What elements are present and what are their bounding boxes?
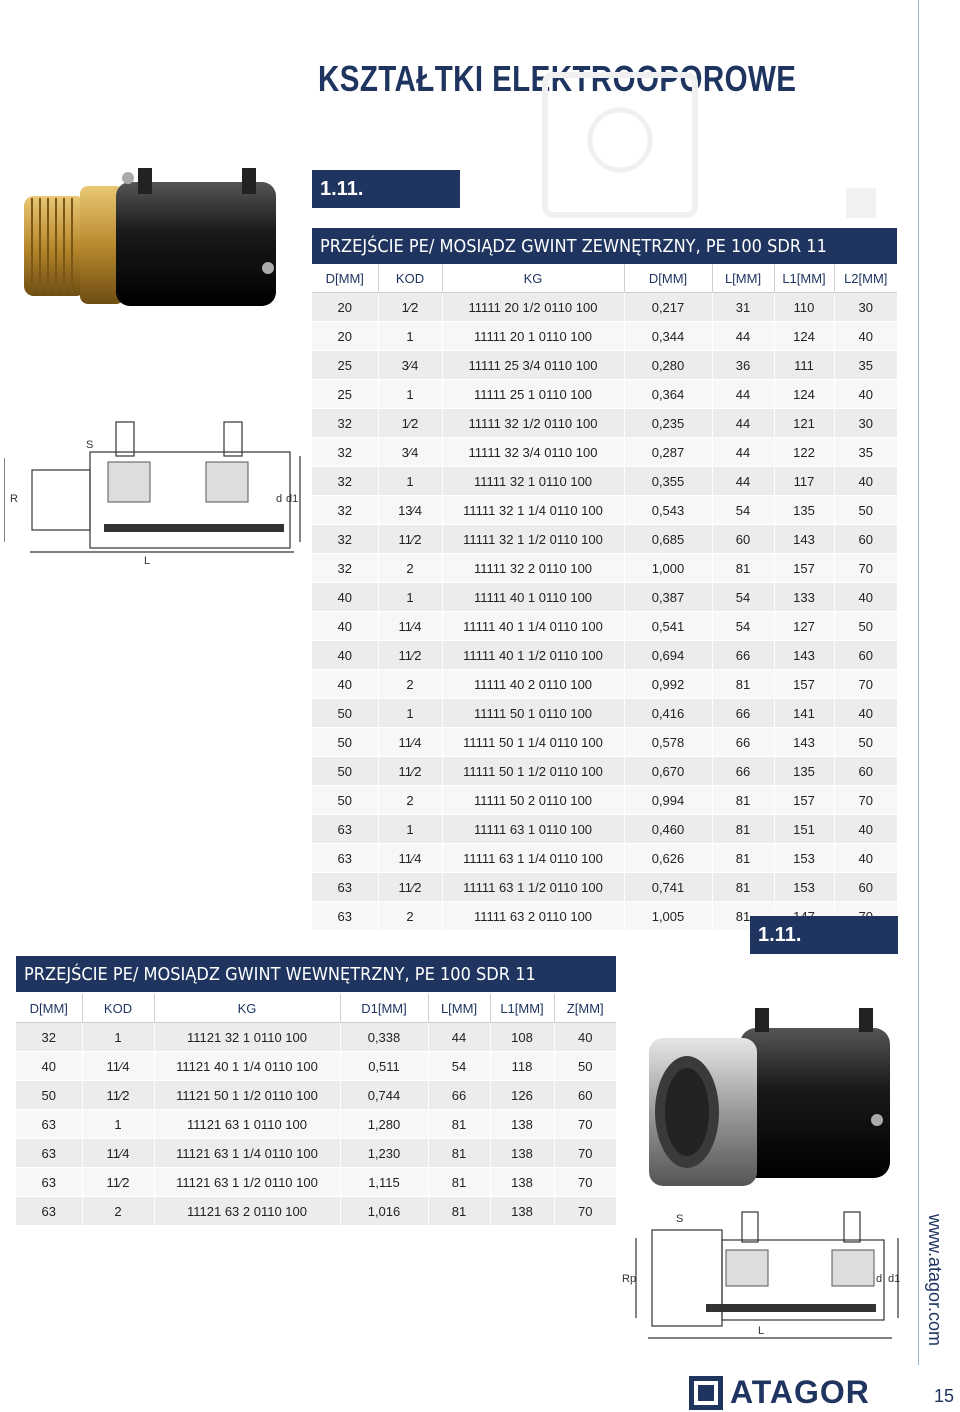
table-cell: 11111 63 1 1/4 0110 100 (442, 844, 624, 873)
table-cell: 11121 63 1 1/2 0110 100 (154, 1168, 340, 1197)
table-cell: 81 (428, 1139, 490, 1168)
table-cell: 81 (712, 844, 774, 873)
table-cell: 11121 32 1 0110 100 (154, 1023, 340, 1052)
table-cell: 70 (554, 1197, 616, 1226)
table-cell: 11121 63 1 0110 100 (154, 1110, 340, 1139)
table-cell: 0,626 (624, 844, 712, 873)
table-cell: 70 (834, 554, 897, 583)
table-cell: 157 (774, 786, 834, 815)
column-header: D1[MM] (340, 994, 428, 1023)
table-cell: 138 (490, 1110, 554, 1139)
table-cell: 0,387 (624, 583, 712, 612)
diagram-label-r: R (10, 493, 18, 505)
table-cell: 1⁄2 (378, 409, 442, 438)
table-cell: 0,217 (624, 293, 712, 322)
table-cell: 11111 20 1/2 0110 100 (442, 293, 624, 322)
table-cell: 11111 40 1 1/2 0110 100 (442, 641, 624, 670)
table-cell: 60 (712, 525, 774, 554)
table-cell: 138 (490, 1139, 554, 1168)
table-cell: 143 (774, 641, 834, 670)
table-row (312, 380, 897, 409)
technical-drawing-male-thread (4, 412, 304, 568)
table-cell: 3⁄4 (378, 351, 442, 380)
table-cell: 50 (834, 496, 897, 525)
column-header: L[MM] (712, 264, 774, 293)
table-cell: 11⁄2 (82, 1168, 154, 1197)
brand-logo (688, 1374, 870, 1411)
watermark-graphic (540, 70, 700, 220)
table-cell: 32 (312, 496, 378, 525)
table-cell: 0,992 (624, 670, 712, 699)
table-cell: 44 (712, 322, 774, 351)
table-cell: 81 (428, 1110, 490, 1139)
table-cell: 60 (834, 525, 897, 554)
table-row (312, 612, 897, 641)
table-cell: 40 (554, 1023, 616, 1052)
website-url[interactable] (918, 1214, 948, 1364)
column-header: KOD (378, 264, 442, 293)
website-url-text[interactable]: www.atagor.com (925, 1214, 945, 1347)
table-cell: 124 (774, 380, 834, 409)
table-cell: 135 (774, 496, 834, 525)
table-cell: 50 (834, 612, 897, 641)
table-row (16, 1052, 616, 1081)
table-cell: 50 (554, 1052, 616, 1081)
table-cell: 63 (312, 844, 378, 873)
diagram-label-d: d (276, 493, 283, 505)
table1-heading-text: PRZEJŚCIE PE/ MOSIĄDZ GWINT ZEWNĘTRZNY, PE 100 SDR 11 (320, 235, 827, 257)
table-cell: 36 (712, 351, 774, 380)
column-header: L1[MM] (490, 994, 554, 1023)
table-cell: 40 (312, 670, 378, 699)
table-cell: 0,744 (340, 1081, 428, 1110)
table-cell: 11111 63 2 0110 100 (442, 902, 624, 931)
table-cell: 1 (378, 815, 442, 844)
table-cell: 30 (834, 293, 897, 322)
table-cell: 11121 40 1 1/4 0110 100 (154, 1052, 340, 1081)
table-cell: 81 (712, 902, 774, 931)
table-cell: 81 (712, 815, 774, 844)
table-cell: 11⁄4 (378, 844, 442, 873)
table-male-thread (312, 264, 897, 931)
table-cell: 0,287 (624, 438, 712, 467)
table-row (312, 467, 897, 496)
table-cell: 66 (712, 757, 774, 786)
table-row (312, 438, 897, 467)
table-cell: 11⁄4 (378, 612, 442, 641)
table-cell: 11⁄2 (378, 757, 442, 786)
product-photo-female-thread (645, 1008, 895, 1196)
table-cell: 70 (554, 1110, 616, 1139)
table-cell: 44 (712, 438, 774, 467)
diagram2-label-s: S (676, 1213, 684, 1225)
table-cell: 44 (712, 409, 774, 438)
table-cell: 0,364 (624, 380, 712, 409)
table-cell: 11111 25 3/4 0110 100 (442, 351, 624, 380)
table-cell: 0,670 (624, 757, 712, 786)
table-cell: 1 (378, 583, 442, 612)
table-cell: 0,460 (624, 815, 712, 844)
table-row (312, 583, 897, 612)
table-row (312, 786, 897, 815)
table-cell: 0,541 (624, 612, 712, 641)
column-header: L1[MM] (774, 264, 834, 293)
table-cell: 54 (428, 1052, 490, 1081)
table-cell: 70 (834, 670, 897, 699)
table-cell: 121 (774, 409, 834, 438)
column-header: D[MM] (16, 994, 82, 1023)
table-cell: 143 (774, 525, 834, 554)
table-row (312, 641, 897, 670)
diagram-label-l: L (144, 555, 151, 567)
table-cell: 32 (312, 438, 378, 467)
table-cell: 1 (378, 322, 442, 351)
table-cell: 66 (428, 1081, 490, 1110)
table-cell: 0,685 (624, 525, 712, 554)
table-row (312, 815, 897, 844)
table-row (312, 844, 897, 873)
table-cell: 127 (774, 612, 834, 641)
table-cell: 32 (16, 1023, 82, 1052)
table-cell: 2 (82, 1197, 154, 1226)
table-cell: 2 (378, 554, 442, 583)
table-cell: 143 (774, 728, 834, 757)
diagram2-label-l: L (758, 1325, 765, 1337)
table-cell: 40 (834, 583, 897, 612)
table-cell: 60 (554, 1081, 616, 1110)
table-cell: 40 (834, 844, 897, 873)
table-cell: 25 (312, 351, 378, 380)
table-cell: 110 (774, 293, 834, 322)
table-cell: 111 (774, 351, 834, 380)
column-header: KG (154, 994, 340, 1023)
table-cell: 1⁄2 (378, 293, 442, 322)
table-row (312, 409, 897, 438)
table-cell: 63 (16, 1110, 82, 1139)
table-cell: 1 (82, 1110, 154, 1139)
brand-name: ATAGOR (730, 1374, 870, 1410)
table-cell: 50 (312, 786, 378, 815)
table-cell: 138 (490, 1168, 554, 1197)
table-cell: 81 (428, 1168, 490, 1197)
table-cell: 157 (774, 554, 834, 583)
table-cell: 0,338 (340, 1023, 428, 1052)
table-cell: 31 (712, 293, 774, 322)
table-cell: 11111 63 1 0110 100 (442, 815, 624, 844)
table-cell: 81 (712, 554, 774, 583)
table-cell: 54 (712, 612, 774, 641)
table-cell: 44 (712, 467, 774, 496)
table-cell: 11⁄4 (378, 728, 442, 757)
table-cell: 32 (312, 467, 378, 496)
table-cell: 50 (312, 728, 378, 757)
table-cell: 81 (712, 670, 774, 699)
table-cell: 0,578 (624, 728, 712, 757)
table-row (16, 1197, 616, 1226)
table-row (16, 1139, 616, 1168)
table-cell: 60 (834, 873, 897, 902)
table-cell: 63 (16, 1139, 82, 1168)
table-cell: 13⁄4 (378, 496, 442, 525)
table-cell: 11111 32 2 0110 100 (442, 554, 624, 583)
table-cell: 108 (490, 1023, 554, 1052)
column-header: KG (442, 264, 624, 293)
table-cell: 70 (554, 1139, 616, 1168)
page-number: 15 (934, 1386, 955, 1406)
table-cell: 40 (834, 815, 897, 844)
table-cell: 63 (16, 1197, 82, 1226)
table-cell: 81 (712, 873, 774, 902)
table-cell: 11121 63 2 0110 100 (154, 1197, 340, 1226)
table-cell: 1,280 (340, 1110, 428, 1139)
table-cell: 0,344 (624, 322, 712, 351)
table-cell: 81 (428, 1197, 490, 1226)
table-cell: 50 (312, 757, 378, 786)
table-cell: 44 (428, 1023, 490, 1052)
table-cell: 40 (312, 641, 378, 670)
column-header: D[MM] (312, 264, 378, 293)
table-row (16, 1081, 616, 1110)
table-row (312, 554, 897, 583)
table-cell: 50 (16, 1081, 82, 1110)
table-row (16, 1168, 616, 1197)
table-cell: 40 (312, 583, 378, 612)
table-cell: 11111 40 1 1/4 0110 100 (442, 612, 624, 641)
table-row (16, 1110, 616, 1139)
table-cell: 0,416 (624, 699, 712, 728)
table-cell: 50 (312, 699, 378, 728)
table-cell: 1 (378, 699, 442, 728)
column-header: KOD (82, 994, 154, 1023)
table-cell: 11⁄2 (378, 525, 442, 554)
technical-drawing-female-thread (622, 1208, 912, 1348)
table-cell: 1,005 (624, 902, 712, 931)
section-badge: 1.11. (312, 170, 460, 208)
diagram2-label-d1: d1 (888, 1273, 901, 1285)
table-cell: 81 (712, 786, 774, 815)
table-cell: 20 (312, 293, 378, 322)
table-cell: 32 (312, 525, 378, 554)
table-cell: 35 (834, 351, 897, 380)
table-cell: 35 (834, 438, 897, 467)
table-cell: 11111 40 2 0110 100 (442, 670, 624, 699)
table-cell: 3⁄4 (378, 438, 442, 467)
table-cell: 40 (312, 612, 378, 641)
watermark-small-icon (845, 187, 877, 219)
table-cell: 141 (774, 699, 834, 728)
table-cell: 40 (16, 1052, 82, 1081)
table-cell: 32 (312, 554, 378, 583)
table-female-thread (16, 994, 616, 1226)
table-cell: 66 (712, 641, 774, 670)
table-row (312, 757, 897, 786)
table-cell: 11121 63 1 1/4 0110 100 (154, 1139, 340, 1168)
table1-heading (312, 228, 897, 264)
table-cell: 54 (712, 583, 774, 612)
table-cell: 40 (834, 467, 897, 496)
table-cell: 63 (16, 1168, 82, 1197)
table-cell: 11111 32 1/2 0110 100 (442, 409, 624, 438)
table-cell: 66 (712, 699, 774, 728)
table-cell: 0,543 (624, 496, 712, 525)
table-cell: 1 (378, 380, 442, 409)
table-cell: 54 (712, 496, 774, 525)
table-cell: 1 (82, 1023, 154, 1052)
table-cell: 1,000 (624, 554, 712, 583)
diagram-label-d1: d1 (286, 493, 299, 505)
table-cell: 25 (312, 380, 378, 409)
table-cell: 153 (774, 844, 834, 873)
table-cell: 11111 50 1 1/2 0110 100 (442, 757, 624, 786)
table-cell: 66 (712, 728, 774, 757)
table-cell: 157 (774, 670, 834, 699)
table-row (312, 322, 897, 351)
table-cell: 20 (312, 322, 378, 351)
table-row (312, 873, 897, 902)
table-cell: 11⁄4 (82, 1052, 154, 1081)
table-cell: 11111 63 1 1/2 0110 100 (442, 873, 624, 902)
table-cell: 44 (712, 380, 774, 409)
table-cell: 11111 50 1 1/4 0110 100 (442, 728, 624, 757)
column-header: L[MM] (428, 994, 490, 1023)
table-cell: 2 (378, 670, 442, 699)
table-cell: 0,994 (624, 786, 712, 815)
table-cell: 11111 40 1 0110 100 (442, 583, 624, 612)
table-cell: 11121 50 1 1/2 0110 100 (154, 1081, 340, 1110)
table-cell: 11⁄2 (82, 1081, 154, 1110)
table-cell: 122 (774, 438, 834, 467)
table-cell: 0,235 (624, 409, 712, 438)
table-cell: 117 (774, 467, 834, 496)
table-cell: 0,511 (340, 1052, 428, 1081)
table-cell: 2 (378, 786, 442, 815)
table-row (312, 496, 897, 525)
table-row (16, 1023, 616, 1052)
table-cell: 63 (312, 815, 378, 844)
table-cell: 133 (774, 583, 834, 612)
table-cell: 70 (554, 1168, 616, 1197)
table-cell: 126 (490, 1081, 554, 1110)
table-cell: 50 (834, 728, 897, 757)
table-cell: 151 (774, 815, 834, 844)
table-cell: 1,115 (340, 1168, 428, 1197)
table2-heading (16, 956, 616, 992)
table-cell: 124 (774, 322, 834, 351)
table-cell: 11⁄2 (378, 641, 442, 670)
column-header: L2[MM] (834, 264, 897, 293)
table-cell: 0,280 (624, 351, 712, 380)
column-header: D[MM] (624, 264, 712, 293)
table-cell: 0,694 (624, 641, 712, 670)
atagor-logo-icon (688, 1375, 724, 1411)
table-cell: 63 (312, 902, 378, 931)
table-cell: 60 (834, 641, 897, 670)
table-cell: 0,355 (624, 467, 712, 496)
table-cell: 0,741 (624, 873, 712, 902)
page-title: KSZTAŁTKI ELEKTROOPOROWE (318, 58, 797, 99)
table-cell: 118 (490, 1052, 554, 1081)
diagram2-label-rp: Rp (622, 1273, 637, 1285)
table-cell: 11111 50 1 0110 100 (442, 699, 624, 728)
table-cell: 11⁄4 (82, 1139, 154, 1168)
table-cell: 32 (312, 409, 378, 438)
diagram-label-s: S (86, 439, 94, 451)
table-row (312, 728, 897, 757)
table-cell: 70 (834, 786, 897, 815)
table-cell: 135 (774, 757, 834, 786)
column-header: Z[MM] (554, 994, 616, 1023)
table-cell: 153 (774, 873, 834, 902)
diagram2-label-d: d (876, 1273, 883, 1285)
table-row (312, 699, 897, 728)
product-photo-male-thread (18, 168, 288, 313)
table-cell: 11111 32 1 1/2 0110 100 (442, 525, 624, 554)
table-cell: 40 (834, 699, 897, 728)
table-cell: 11⁄2 (378, 873, 442, 902)
margin-rule (918, 0, 919, 1365)
table-cell: 40 (834, 380, 897, 409)
table-row (312, 351, 897, 380)
table-row (312, 293, 897, 322)
table-row (312, 670, 897, 699)
table-cell: 60 (834, 757, 897, 786)
table-cell: 11111 32 1 0110 100 (442, 467, 624, 496)
table-cell: 138 (490, 1197, 554, 1226)
table-cell: 11111 32 3/4 0110 100 (442, 438, 624, 467)
table-cell: 1 (378, 467, 442, 496)
table2-heading-text: PRZEJŚCIE PE/ MOSIĄDZ GWINT WEWNĘTRZNY, PE 100 SDR 11 (24, 963, 536, 985)
table-cell: 63 (312, 873, 378, 902)
table-cell: 11111 32 1 1/4 0110 100 (442, 496, 624, 525)
table-cell: 1,230 (340, 1139, 428, 1168)
section-badge-2: 1.11. (750, 916, 898, 954)
table-row (312, 525, 897, 554)
table-cell: 11111 20 1 0110 100 (442, 322, 624, 351)
table-cell: 30 (834, 409, 897, 438)
table-cell: 1,016 (340, 1197, 428, 1226)
table-cell: 40 (834, 322, 897, 351)
table-cell: 2 (378, 902, 442, 931)
table-cell: 11111 50 2 0110 100 (442, 786, 624, 815)
table-cell: 11111 25 1 0110 100 (442, 380, 624, 409)
